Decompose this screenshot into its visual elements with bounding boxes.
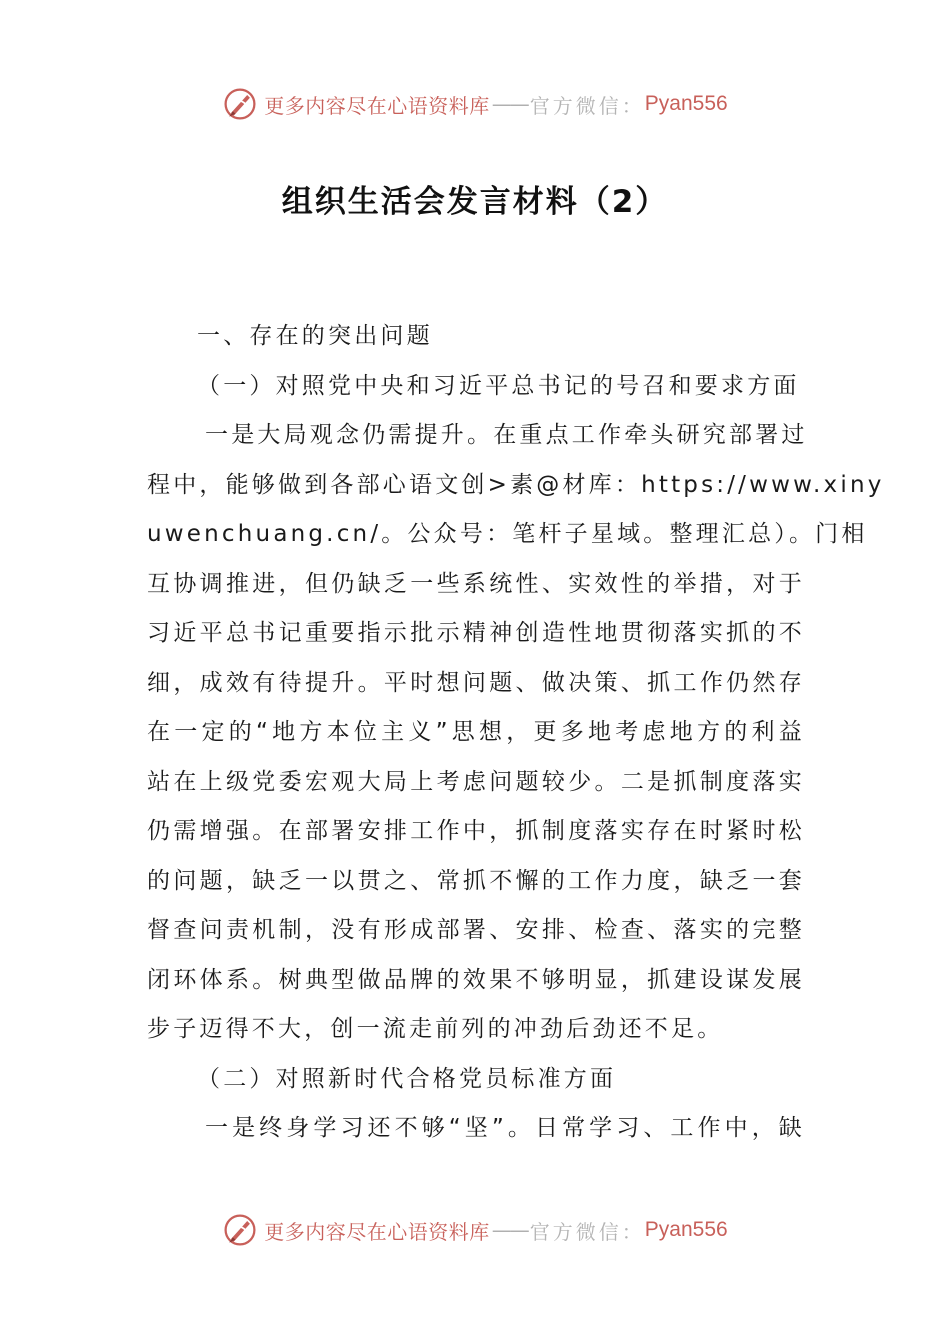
paragraph-line: 一是大局观念仍需提升。在重点工作牵头研究部署过 — [205, 422, 808, 448]
paragraph-line: 程中，能够做到各部心语文创>素@材库：https://www.xiny — [147, 471, 885, 498]
subsection-heading: （二）对照新时代合格党员标准方面 — [197, 1065, 617, 1092]
paragraph-line: 习近平总书记重要指示批示精神创造性地贯彻落实抓的不 — [147, 620, 805, 646]
header-banner — [0, 84, 950, 124]
paragraph-line: 步子迈得不大，创一流走前列的冲劲后劲还不足。 — [147, 1016, 724, 1042]
paragraph-line: 督查问责机制，没有形成部署、安排、检查、落实的完整 — [147, 917, 805, 943]
banner-official-text: 官方微信： — [529, 93, 645, 118]
pen-logo-icon — [222, 1212, 258, 1248]
section-heading: 一、存在的突出问题 — [197, 323, 433, 349]
banner-lead-text: 更多内容尽在心语资料库 — [264, 93, 490, 118]
paragraph-line: 仍需增强。在部署安排工作中，抓制度落实存在时紧时松 — [147, 818, 805, 844]
paragraph-line: 站在上级党委宏观大局上考虑问题较少。二是抓制度落实 — [147, 768, 805, 795]
banner-dash: —— — [491, 92, 528, 116]
document-title: 组织生活会发言材料（2） — [281, 184, 669, 220]
document-body — [147, 312, 885, 1154]
banner-official-text: 官方微信： — [529, 1219, 645, 1244]
paragraph-line: 互协调推进，但仍缺乏一些系统性、实效性的举措，对于 — [147, 570, 805, 597]
paragraph-line: 在一定的“地方本位主义”思想，更多地考虑地方的利益 — [147, 719, 805, 745]
paragraph-line: 细，成效有待提升。平时想问题、做决策、抓工作仍然存 — [147, 669, 805, 696]
banner-dash: —— — [491, 1218, 528, 1242]
paragraph-line: uwenchuang.cn/。公众号：笔杆子星域。整理汇总）。门相 — [147, 521, 868, 547]
paragraph-line: 的问题，缺乏一以贯之、常抓不懈的工作力度，缺乏一套 — [147, 867, 805, 894]
paragraph-line: 一是终身学习还不够“坚”。日常学习、工作中，缺 — [205, 1115, 805, 1141]
paragraph-line: 闭环体系。树典型做品牌的效果不够明显，抓建设谋发展 — [147, 966, 805, 993]
banner-wechat-id: Pyan556 — [644, 92, 728, 115]
footer-banner — [0, 1210, 950, 1250]
banner-wechat-id: Pyan556 — [644, 1218, 728, 1241]
subsection-heading: （一）对照党中央和习近平总书记的号召和要求方面 — [197, 372, 800, 399]
pen-logo-icon — [222, 86, 258, 122]
banner-lead-text: 更多内容尽在心语资料库 — [264, 1219, 490, 1244]
